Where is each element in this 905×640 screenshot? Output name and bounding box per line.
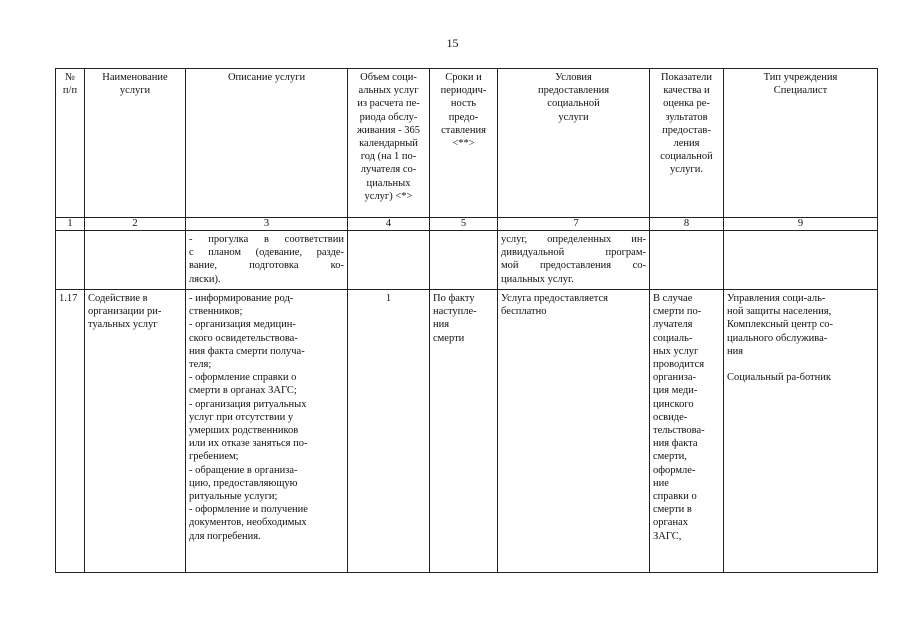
row-institution-cell xyxy=(724,290,878,573)
cont-quality-cell xyxy=(650,231,724,290)
header-volume xyxy=(348,69,430,218)
institution-text xyxy=(727,292,874,358)
cell-line: тельствова- xyxy=(653,425,705,437)
cell-line: проводится xyxy=(653,359,705,371)
cell-line: организации ри- xyxy=(88,306,162,318)
cont-terms-cell xyxy=(430,231,498,290)
cell-line: ние xyxy=(653,477,669,489)
row-number-cell: 1.17 xyxy=(56,290,85,573)
cell-line: Показатели xyxy=(660,72,713,83)
header-quality xyxy=(650,69,724,218)
cell-line: ция меди- xyxy=(653,385,698,397)
cell-line: лучателя xyxy=(653,319,693,331)
page-number: 15 xyxy=(446,36,459,50)
cell-line: бесплатно xyxy=(501,306,547,318)
table-header-row xyxy=(56,69,878,218)
cell-line: смерти xyxy=(433,332,465,344)
header-terms xyxy=(430,69,498,218)
column-number: 4 xyxy=(348,218,430,231)
row-service-name-cell xyxy=(85,290,186,573)
cell-line: мой предоставления со- xyxy=(501,260,646,272)
cell-line: смерти в органах ЗАГС; xyxy=(189,385,297,397)
cell-line: Объем соци- xyxy=(360,72,417,83)
row-description-cell xyxy=(186,290,348,573)
cell-line: альных услуг xyxy=(358,85,419,97)
cell-line: зультатов xyxy=(665,111,708,123)
cell-line: Содействие в xyxy=(88,293,148,304)
cell-line: цию, предоставляющую xyxy=(189,477,298,489)
cell-line: предостав- xyxy=(662,124,711,136)
cell-line: услуги xyxy=(558,111,589,123)
cell-line: ния xyxy=(433,319,450,331)
cell-line: - обращение в организа- xyxy=(189,464,298,476)
cont-conditions-cell xyxy=(498,231,650,290)
cell-line: предо- xyxy=(448,111,479,123)
cell-line: - оформление и получение xyxy=(189,504,308,516)
cell-line: год (на 1 по- xyxy=(360,151,417,163)
cell-line: живания - 365 xyxy=(357,124,420,136)
cell-line: № xyxy=(64,72,76,83)
cell-line: документов, необходимых xyxy=(189,517,307,529)
cell-line: ния факта смерти получа- xyxy=(189,345,305,357)
cell-line: - организация медицин- xyxy=(189,319,296,331)
column-number-7: 7 xyxy=(573,218,579,229)
cell-line: или их отказе заняться по- xyxy=(189,438,308,450)
cell-line: п/п xyxy=(62,85,78,97)
cell-line: услуг при отсутствии у xyxy=(189,411,294,423)
column-number: 9 xyxy=(724,218,878,231)
cont-description-cell xyxy=(186,231,348,290)
cell-line: <**> xyxy=(452,138,475,150)
cell-line: ритуальные услуги; xyxy=(189,491,278,503)
column-number: 3 xyxy=(186,218,348,231)
cont-institution-cell xyxy=(724,231,878,290)
header-institution xyxy=(724,69,878,218)
cell-line: услуг, определенных ин- xyxy=(501,234,646,245)
cell-line: В случае xyxy=(653,293,693,304)
cell-line: с планом (одевание, разде- xyxy=(189,247,344,259)
column-number: 8 xyxy=(650,218,724,231)
cell-line: Условия xyxy=(555,72,592,83)
cell-line: ления xyxy=(673,138,700,150)
cell-line: организа- xyxy=(653,372,697,384)
cell-line: освиде- xyxy=(653,411,688,423)
row-terms-cell xyxy=(430,290,498,573)
cell-line: По факту xyxy=(433,293,475,304)
cell-line: циальных услуг. xyxy=(501,273,574,285)
cell-line: лучателя со- xyxy=(360,164,417,176)
spacer xyxy=(727,358,874,371)
cell-line: услуг) <*> xyxy=(364,190,413,202)
cell-line: социальной xyxy=(660,151,713,163)
cell-line: - оформление справки о xyxy=(189,372,297,384)
row-volume-cell: 1 xyxy=(348,290,430,573)
column-number: 2 xyxy=(85,218,186,231)
column-number xyxy=(498,218,650,231)
cell-line: ставления xyxy=(441,124,486,136)
cell-line: предоставления xyxy=(537,85,610,97)
cell-line: Комплексный центр со- xyxy=(727,319,834,331)
cell-line: ния факта xyxy=(653,438,698,450)
cell-line: ния xyxy=(727,345,744,357)
cell-line: - организация ритуальных xyxy=(189,398,307,410)
cell-line: ных услуг xyxy=(653,345,699,357)
cont-number-cell xyxy=(56,231,85,290)
cell-line: Наименование xyxy=(102,72,168,83)
cell-line: вание, подготовка ко- xyxy=(189,260,344,272)
cell-line: периодич- xyxy=(440,85,487,97)
cell-line: Тип учреждения xyxy=(763,72,838,83)
cell-line: дивидуальной програм- xyxy=(501,247,646,259)
cell-line: риода обслу- xyxy=(359,111,418,123)
continuation-row xyxy=(56,231,878,290)
cell-line: услуги xyxy=(119,85,151,97)
cell-line: социальной xyxy=(547,98,600,110)
cell-line: ность xyxy=(450,98,477,110)
cell-line: - прогулка в соответствии xyxy=(189,234,344,245)
header-service-name xyxy=(85,69,186,218)
specialist-text: Социальный ра-ботник xyxy=(727,372,831,384)
cell-line: умерших родственников xyxy=(189,425,299,437)
cell-line: оценка ре- xyxy=(663,98,710,110)
cell-line: циального обслужива- xyxy=(727,332,828,344)
cell-line: - информирование род- xyxy=(189,293,294,304)
cell-line: календарный xyxy=(359,138,418,150)
cell-line: ной защиты населения, xyxy=(727,306,832,318)
cell-line: Услуга предоставляется xyxy=(501,293,608,304)
cell-line: смерти в xyxy=(653,504,692,516)
column-number-row xyxy=(56,218,878,231)
cell-line: наступле- xyxy=(433,306,477,318)
cell-line: из расчета пе- xyxy=(357,98,420,110)
column-number: 1 xyxy=(56,218,85,231)
cell-line: справки о xyxy=(653,491,697,503)
social-services-table xyxy=(55,68,878,573)
cell-line: смерти, xyxy=(653,451,687,463)
cell-line: смерти по- xyxy=(653,306,702,318)
cell-line: циальных xyxy=(366,177,411,189)
cell-line: Специалист xyxy=(773,85,828,97)
row-quality-cell xyxy=(650,290,724,573)
cell-line: теля; xyxy=(189,359,212,371)
cell-line: услуги. xyxy=(670,164,703,176)
column-number: 5 xyxy=(430,218,498,231)
cell-line: Управления соци-аль- xyxy=(727,293,826,304)
cell-line: оформле- xyxy=(653,464,696,476)
header-number xyxy=(56,69,85,218)
cell-line: гребением; xyxy=(189,451,239,463)
cont-name-cell xyxy=(85,231,186,290)
cell-line: Сроки и xyxy=(445,72,482,83)
header-conditions xyxy=(498,69,650,218)
cell-line: туальных услуг xyxy=(88,319,158,331)
cell-line: ственников; xyxy=(189,306,243,318)
cell-line: ляски). xyxy=(189,273,221,285)
cell-line: для погребения. xyxy=(189,530,261,542)
cell-line: цинского xyxy=(653,398,694,410)
table-row-1-17 xyxy=(56,290,878,573)
cont-volume-cell xyxy=(348,231,430,290)
cell-line: ЗАГС, xyxy=(653,530,682,542)
cell-line: ского освидетельствова- xyxy=(189,332,298,344)
cell-line: органах xyxy=(653,517,688,529)
header-description xyxy=(186,69,348,218)
row-conditions-cell xyxy=(498,290,650,573)
cell-line: социаль- xyxy=(653,332,693,344)
cell-line: Описание услуги xyxy=(227,72,306,83)
cell-line: качества и xyxy=(663,85,710,97)
